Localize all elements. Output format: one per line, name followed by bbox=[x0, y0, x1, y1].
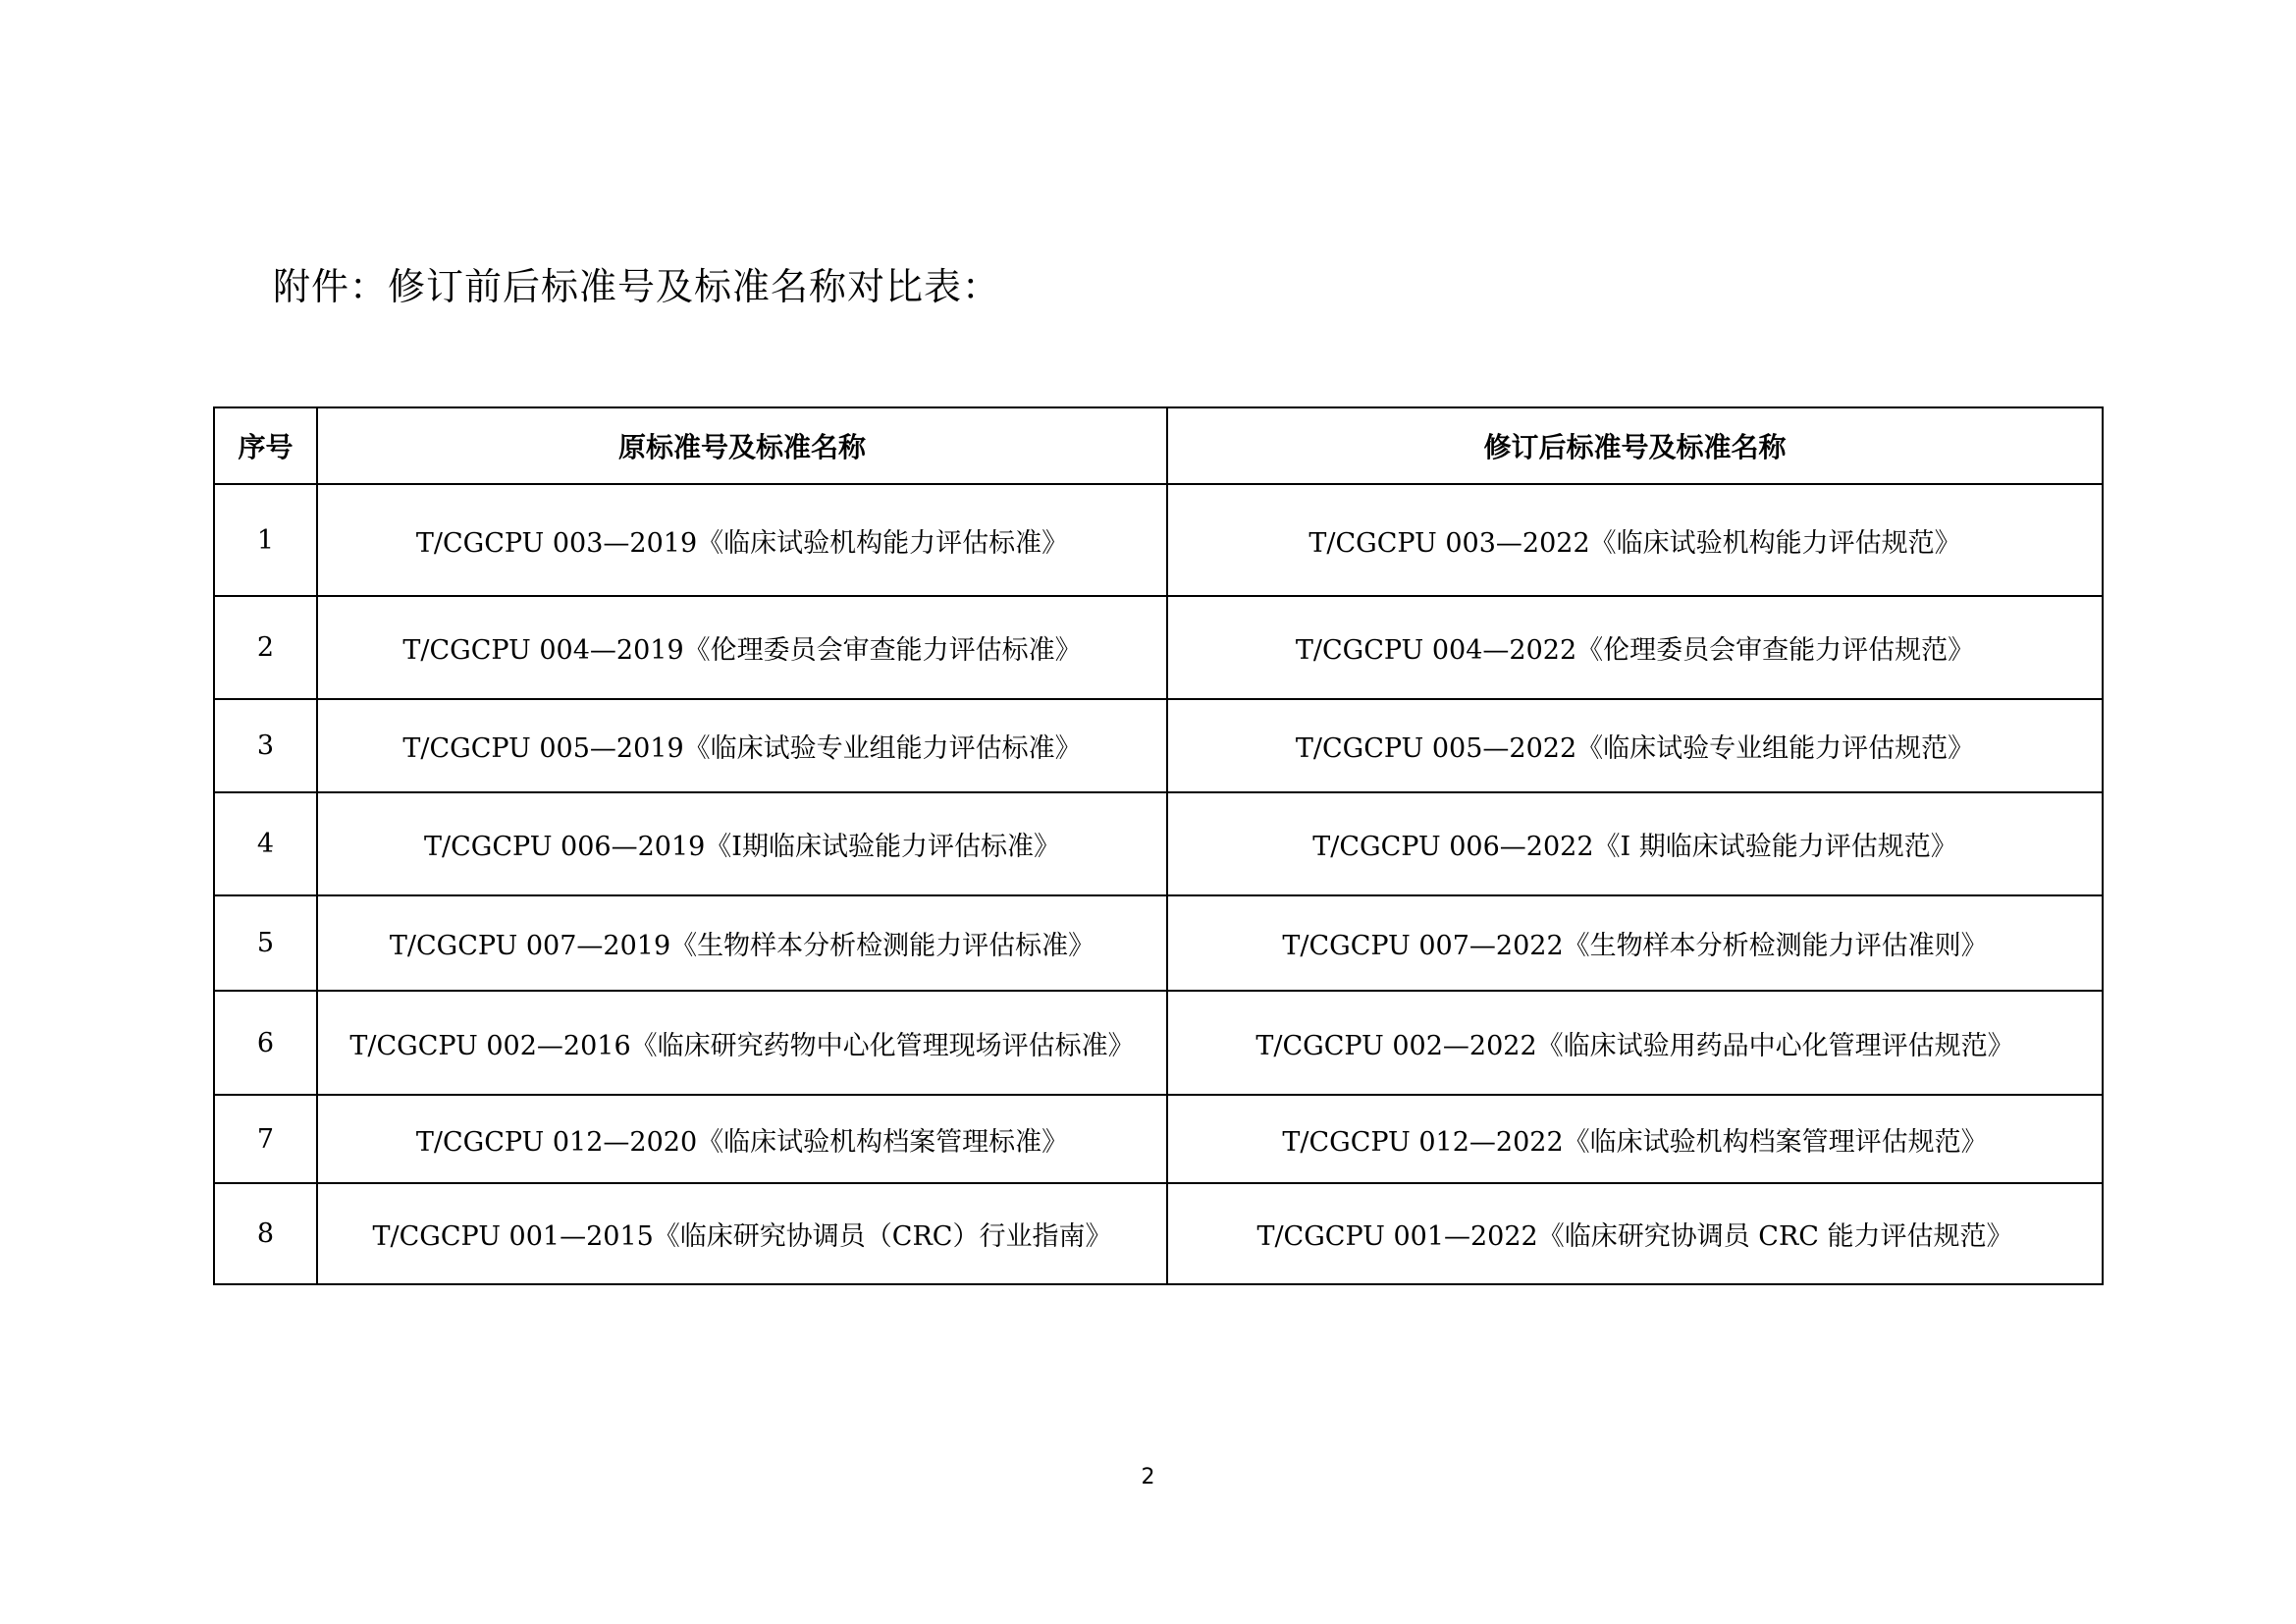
table-row bbox=[214, 1183, 2103, 1284]
comparison-table bbox=[213, 406, 2104, 1285]
row-revised-standard: T/CGCPU 012—2022《临床试验机构档案管理评估规范》 bbox=[1167, 1095, 2103, 1183]
row-seq: 8 bbox=[214, 1183, 317, 1284]
table-row bbox=[214, 596, 2103, 699]
table-row bbox=[214, 699, 2103, 792]
row-original-standard: T/CGCPU 007—2019《生物样本分析检测能力评估标准》 bbox=[317, 895, 1167, 991]
row-original-standard: T/CGCPU 006—2019《Ⅰ期临床试验能力评估标准》 bbox=[317, 792, 1167, 895]
row-original-standard: T/CGCPU 004—2019《伦理委员会审查能力评估标准》 bbox=[317, 596, 1167, 699]
table-row bbox=[214, 991, 2103, 1095]
row-original-standard: T/CGCPU 001—2015《临床研究协调员（CRC）行业指南》 bbox=[317, 1183, 1167, 1284]
row-seq: 1 bbox=[214, 484, 317, 596]
row-revised-standard: T/CGCPU 001—2022《临床研究协调员 CRC 能力评估规范》 bbox=[1167, 1183, 2103, 1284]
row-seq: 2 bbox=[214, 596, 317, 699]
row-revised-standard: T/CGCPU 004—2022《伦理委员会审查能力评估规范》 bbox=[1167, 596, 2103, 699]
page-number: 2 bbox=[1141, 1465, 1155, 1489]
page-heading: 附件：修订前后标准号及标准名称对比表： bbox=[273, 265, 1001, 308]
header-revised-standard: 修订后标准号及标准名称 bbox=[1167, 407, 2103, 484]
row-revised-standard: T/CGCPU 002—2022《临床试验用药品中心化管理评估规范》 bbox=[1167, 991, 2103, 1095]
table-row bbox=[214, 895, 2103, 991]
table-row bbox=[214, 484, 2103, 596]
table-row bbox=[214, 1095, 2103, 1183]
row-original-standard: T/CGCPU 005—2019《临床试验专业组能力评估标准》 bbox=[317, 699, 1167, 792]
row-seq: 6 bbox=[214, 991, 317, 1095]
table-header-row bbox=[214, 407, 2103, 484]
row-revised-standard: T/CGCPU 007—2022《生物样本分析检测能力评估准则》 bbox=[1167, 895, 2103, 991]
row-seq: 5 bbox=[214, 895, 317, 991]
row-original-standard: T/CGCPU 002—2016《临床研究药物中心化管理现场评估标准》 bbox=[317, 991, 1167, 1095]
row-seq: 4 bbox=[214, 792, 317, 895]
row-revised-standard: T/CGCPU 003—2022《临床试验机构能力评估规范》 bbox=[1167, 484, 2103, 596]
table-row bbox=[214, 792, 2103, 895]
row-revised-standard: T/CGCPU 006—2022《I 期临床试验能力评估规范》 bbox=[1167, 792, 2103, 895]
row-original-standard: T/CGCPU 003—2019《临床试验机构能力评估标准》 bbox=[317, 484, 1167, 596]
row-original-standard: T/CGCPU 012—2020《临床试验机构档案管理标准》 bbox=[317, 1095, 1167, 1183]
row-seq: 3 bbox=[214, 699, 317, 792]
header-original-standard: 原标准号及标准名称 bbox=[317, 407, 1167, 484]
row-revised-standard: T/CGCPU 005—2022《临床试验专业组能力评估规范》 bbox=[1167, 699, 2103, 792]
header-seq: 序号 bbox=[214, 407, 317, 484]
row-seq: 7 bbox=[214, 1095, 317, 1183]
